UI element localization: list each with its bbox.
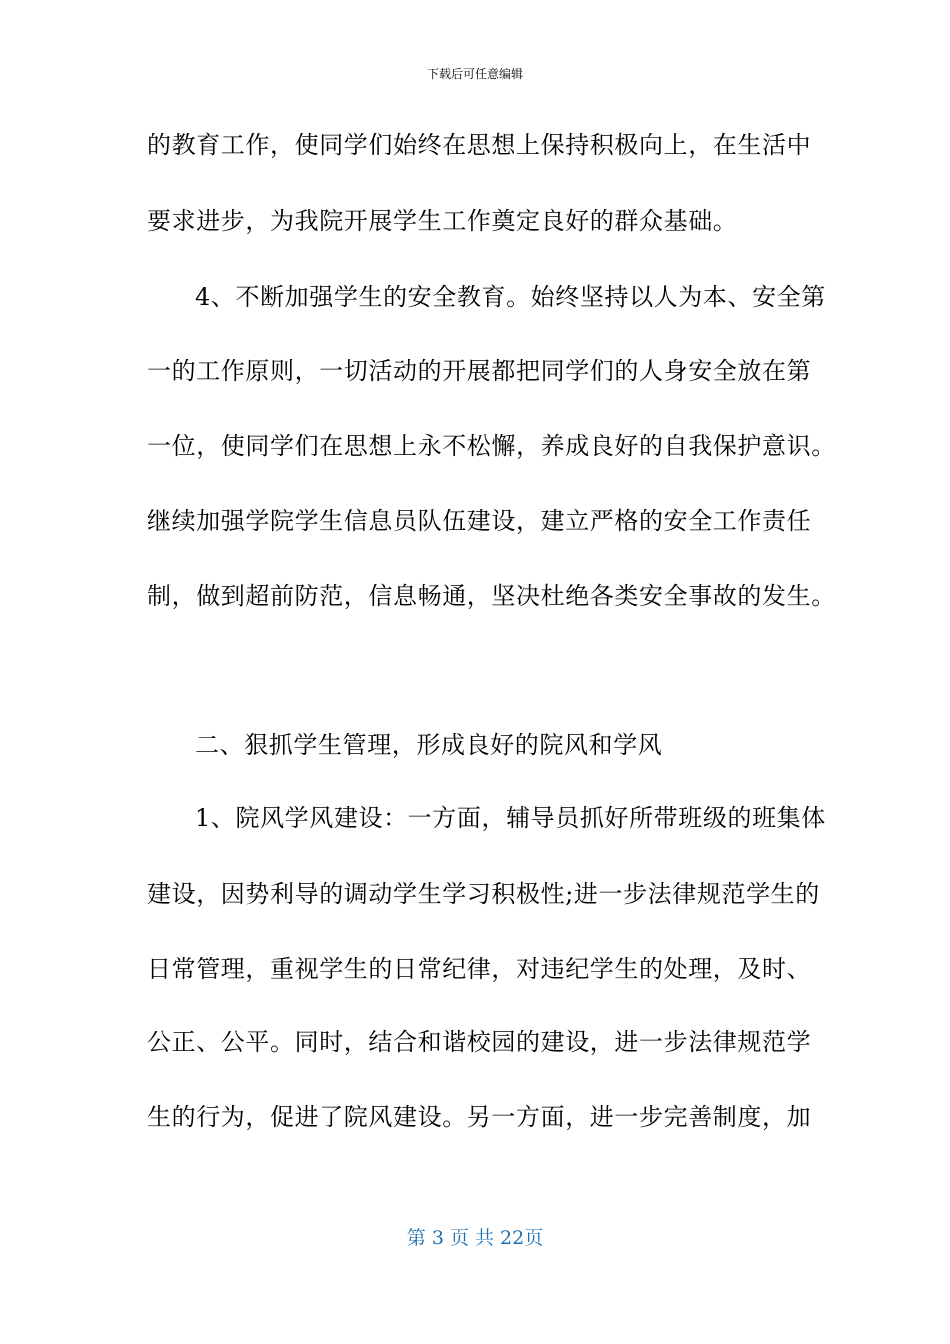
footer-prefix: 第 [406, 1227, 426, 1249]
paragraph-line: 一位，使同学们在思想上永不松懈，养成良好的自我保护意识。 [147, 432, 836, 460]
paragraph-line: 一的工作原则，一切活动的开展都把同学们的人身安全放在第 [147, 357, 812, 385]
page-header: 下载后可任意编辑 [426, 67, 523, 81]
paragraph-line: 1、院风学风建设：一方面，辅导员抓好所带班级的班集体 [195, 804, 826, 832]
paragraph-line: 公正、公平。同时，结合和谐校园的建设，进一步法律规范学 [147, 1028, 812, 1056]
paragraph-line: 4、不断加强学生的安全教育。始终坚持以人为本、安全第 [195, 283, 826, 311]
paragraph-line: 要求进步，为我院开展学生工作奠定良好的群众基础。 [147, 207, 738, 235]
current-page-number: 3 [431, 1227, 444, 1249]
paragraph-line: 继续加强学院学生信息员队伍建设，建立严格的安全工作责任 [147, 507, 812, 535]
paragraph-line: 制，做到超前防范，信息畅通，坚决杜绝各类安全事故的发生。 [147, 582, 836, 610]
footer-middle: 页 共 [449, 1227, 494, 1249]
footer-suffix: 页 [524, 1227, 544, 1249]
paragraph-line: 建设，因势利导的调动学生学习积极性;进一步法律规范学生的 [147, 880, 820, 908]
page-footer [0, 1226, 950, 1250]
paragraph-line: 日常管理，重视学生的日常纪律，对违纪学生的处理，及时、 [147, 955, 812, 983]
section-heading: 二、狠抓学生管理，形成良好的院风和学风 [195, 731, 663, 759]
total-pages-number: 22 [500, 1227, 525, 1249]
paragraph-line: 的教育工作，使同学们始终在思想上保持积极向上，在生活中 [147, 131, 812, 159]
paragraph-line: 生的行为，促进了院风建设。另一方面，进一步完善制度，加 [147, 1103, 812, 1131]
